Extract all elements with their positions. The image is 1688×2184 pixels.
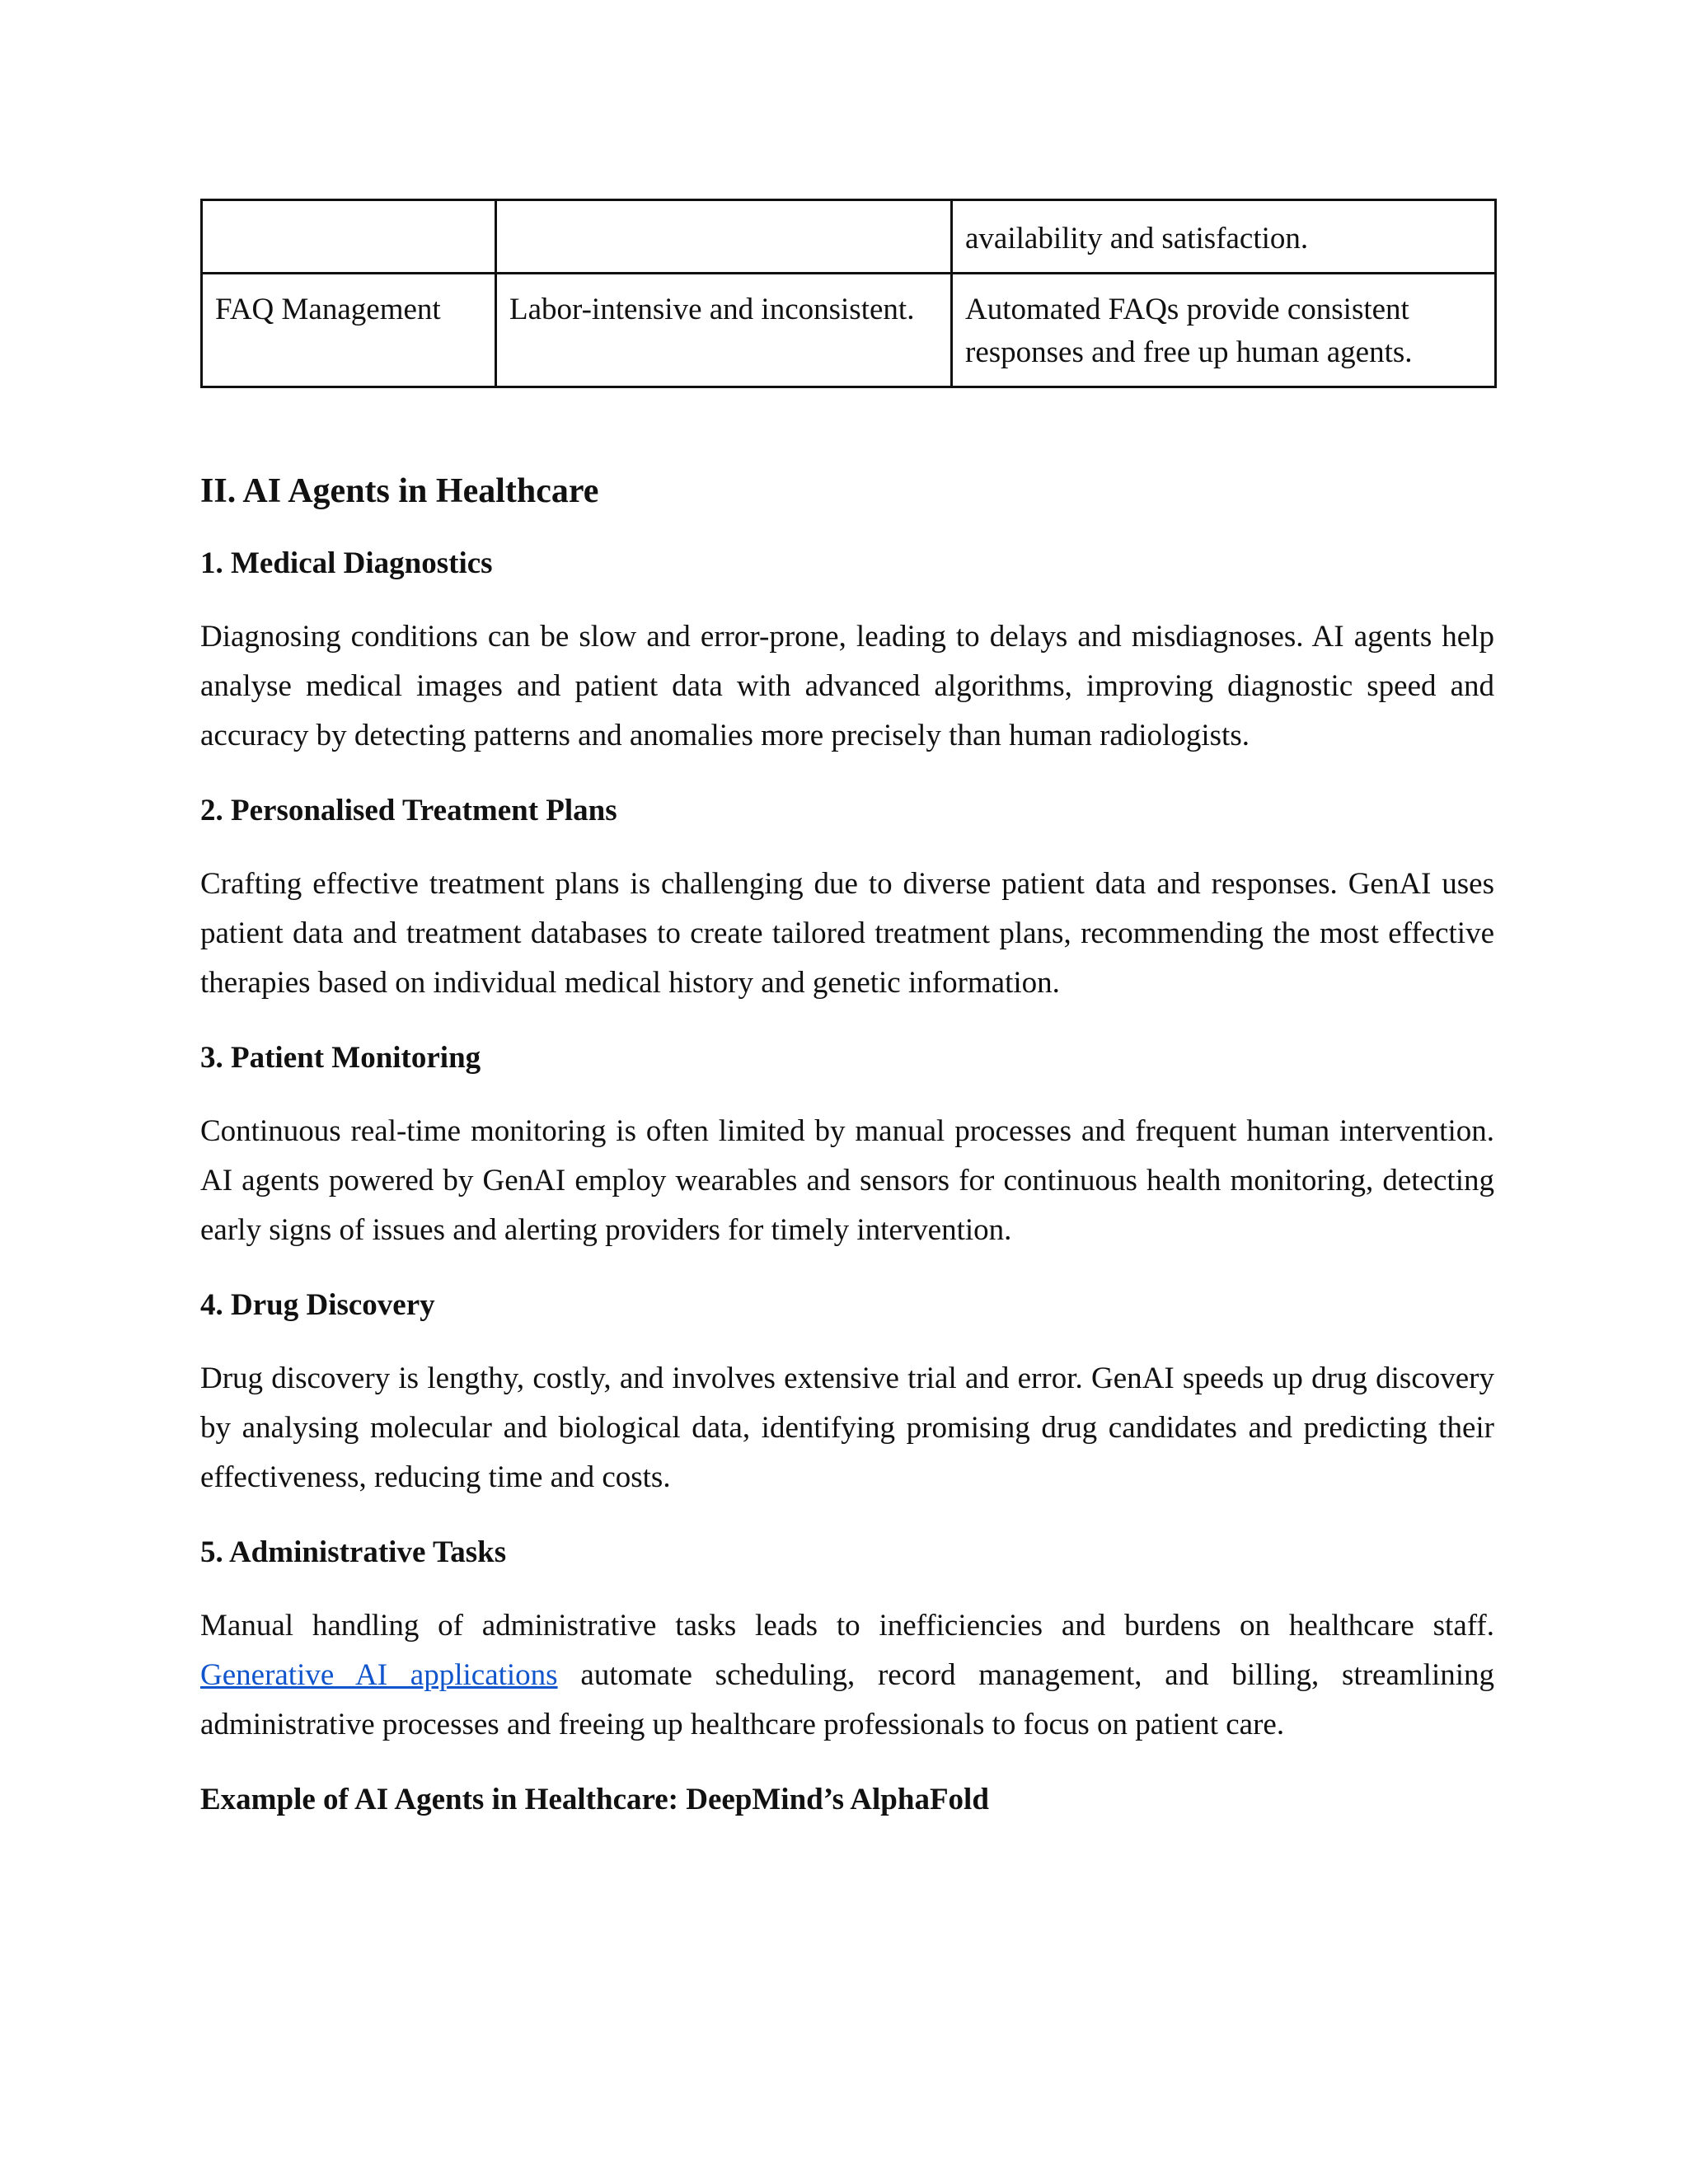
table-cell-ai-benefit: availability and satisfaction. [952,200,1496,274]
table-cell-traditional [496,200,952,274]
paragraph-text-after-link: automate scheduling, record management, and billing, streamlining administrative processes and freeing up healthcare professionals to focus on patient care. [200,1658,1494,1741]
table-cell-traditional: Labor-intensive and inconsistent. [496,274,952,387]
paragraph-text-before-link: Manual handling of administrative tasks leads to inefficiencies and burdens on healthcare staff. [200,1609,1494,1643]
example-heading: Example of AI Agents in Healthcare: DeepMind’s AlphaFold [200,1783,989,1816]
subsection-heading-personalised-treatment: 2. Personalised Treatment Plans [200,794,617,827]
table-cell-feature [202,200,496,274]
subsection-heading-drug-discovery: 4. Drug Discovery [200,1288,435,1322]
comparison-table [200,199,1497,388]
table-row [202,274,1496,387]
document-page [200,199,1494,1821]
paragraph-drug-discovery: Drug discovery is lengthy, costly, and involves extensive trial and error. GenAI speeds up drug discovery by analysing molecular and biological data, identifying promising drug candidates and predicting their effectiveness, reducing time and costs. [200,1361,1494,1494]
table-row [202,200,1496,274]
paragraph-administrative-tasks [200,1601,1494,1750]
table-cell-ai-benefit: Automated FAQs provide consistent responses and free up human agents. [952,274,1496,387]
generative-ai-applications-link[interactable]: Generative AI applications [200,1658,558,1692]
paragraph-medical-diagnostics: Diagnosing conditions can be slow and error-prone, leading to delays and misdiagnoses. AI agents help analyse medical images and patient data with advanced algorithms, improving diagnostic speed and accuracy by detecting patterns and anomalies more precisely than human radiologists. [200,620,1494,752]
section-title: II. AI Agents in Healthcare [200,472,599,510]
paragraph-patient-monitoring: Continuous real-time monitoring is often limited by manual processes and frequent human intervention. AI agents powered by GenAI employ wearables and sensors for continuous health monitoring, detecting early signs of issues and alerting providers for timely intervention. [200,1114,1494,1247]
subsection-heading-patient-monitoring: 3. Patient Monitoring [200,1041,481,1075]
subsection-heading-administrative-tasks: 5. Administrative Tasks [200,1535,507,1569]
subsection-heading-medical-diagnostics: 1. Medical Diagnostics [200,546,493,580]
table-cell-feature: FAQ Management [202,274,496,387]
paragraph-personalised-treatment: Crafting effective treatment plans is challenging due to diverse patient data and responses. GenAI uses patient data and treatment databases to create tailored treatment plans, recommending the most effective therapies based on individual medical history and genetic information. [200,867,1494,1000]
